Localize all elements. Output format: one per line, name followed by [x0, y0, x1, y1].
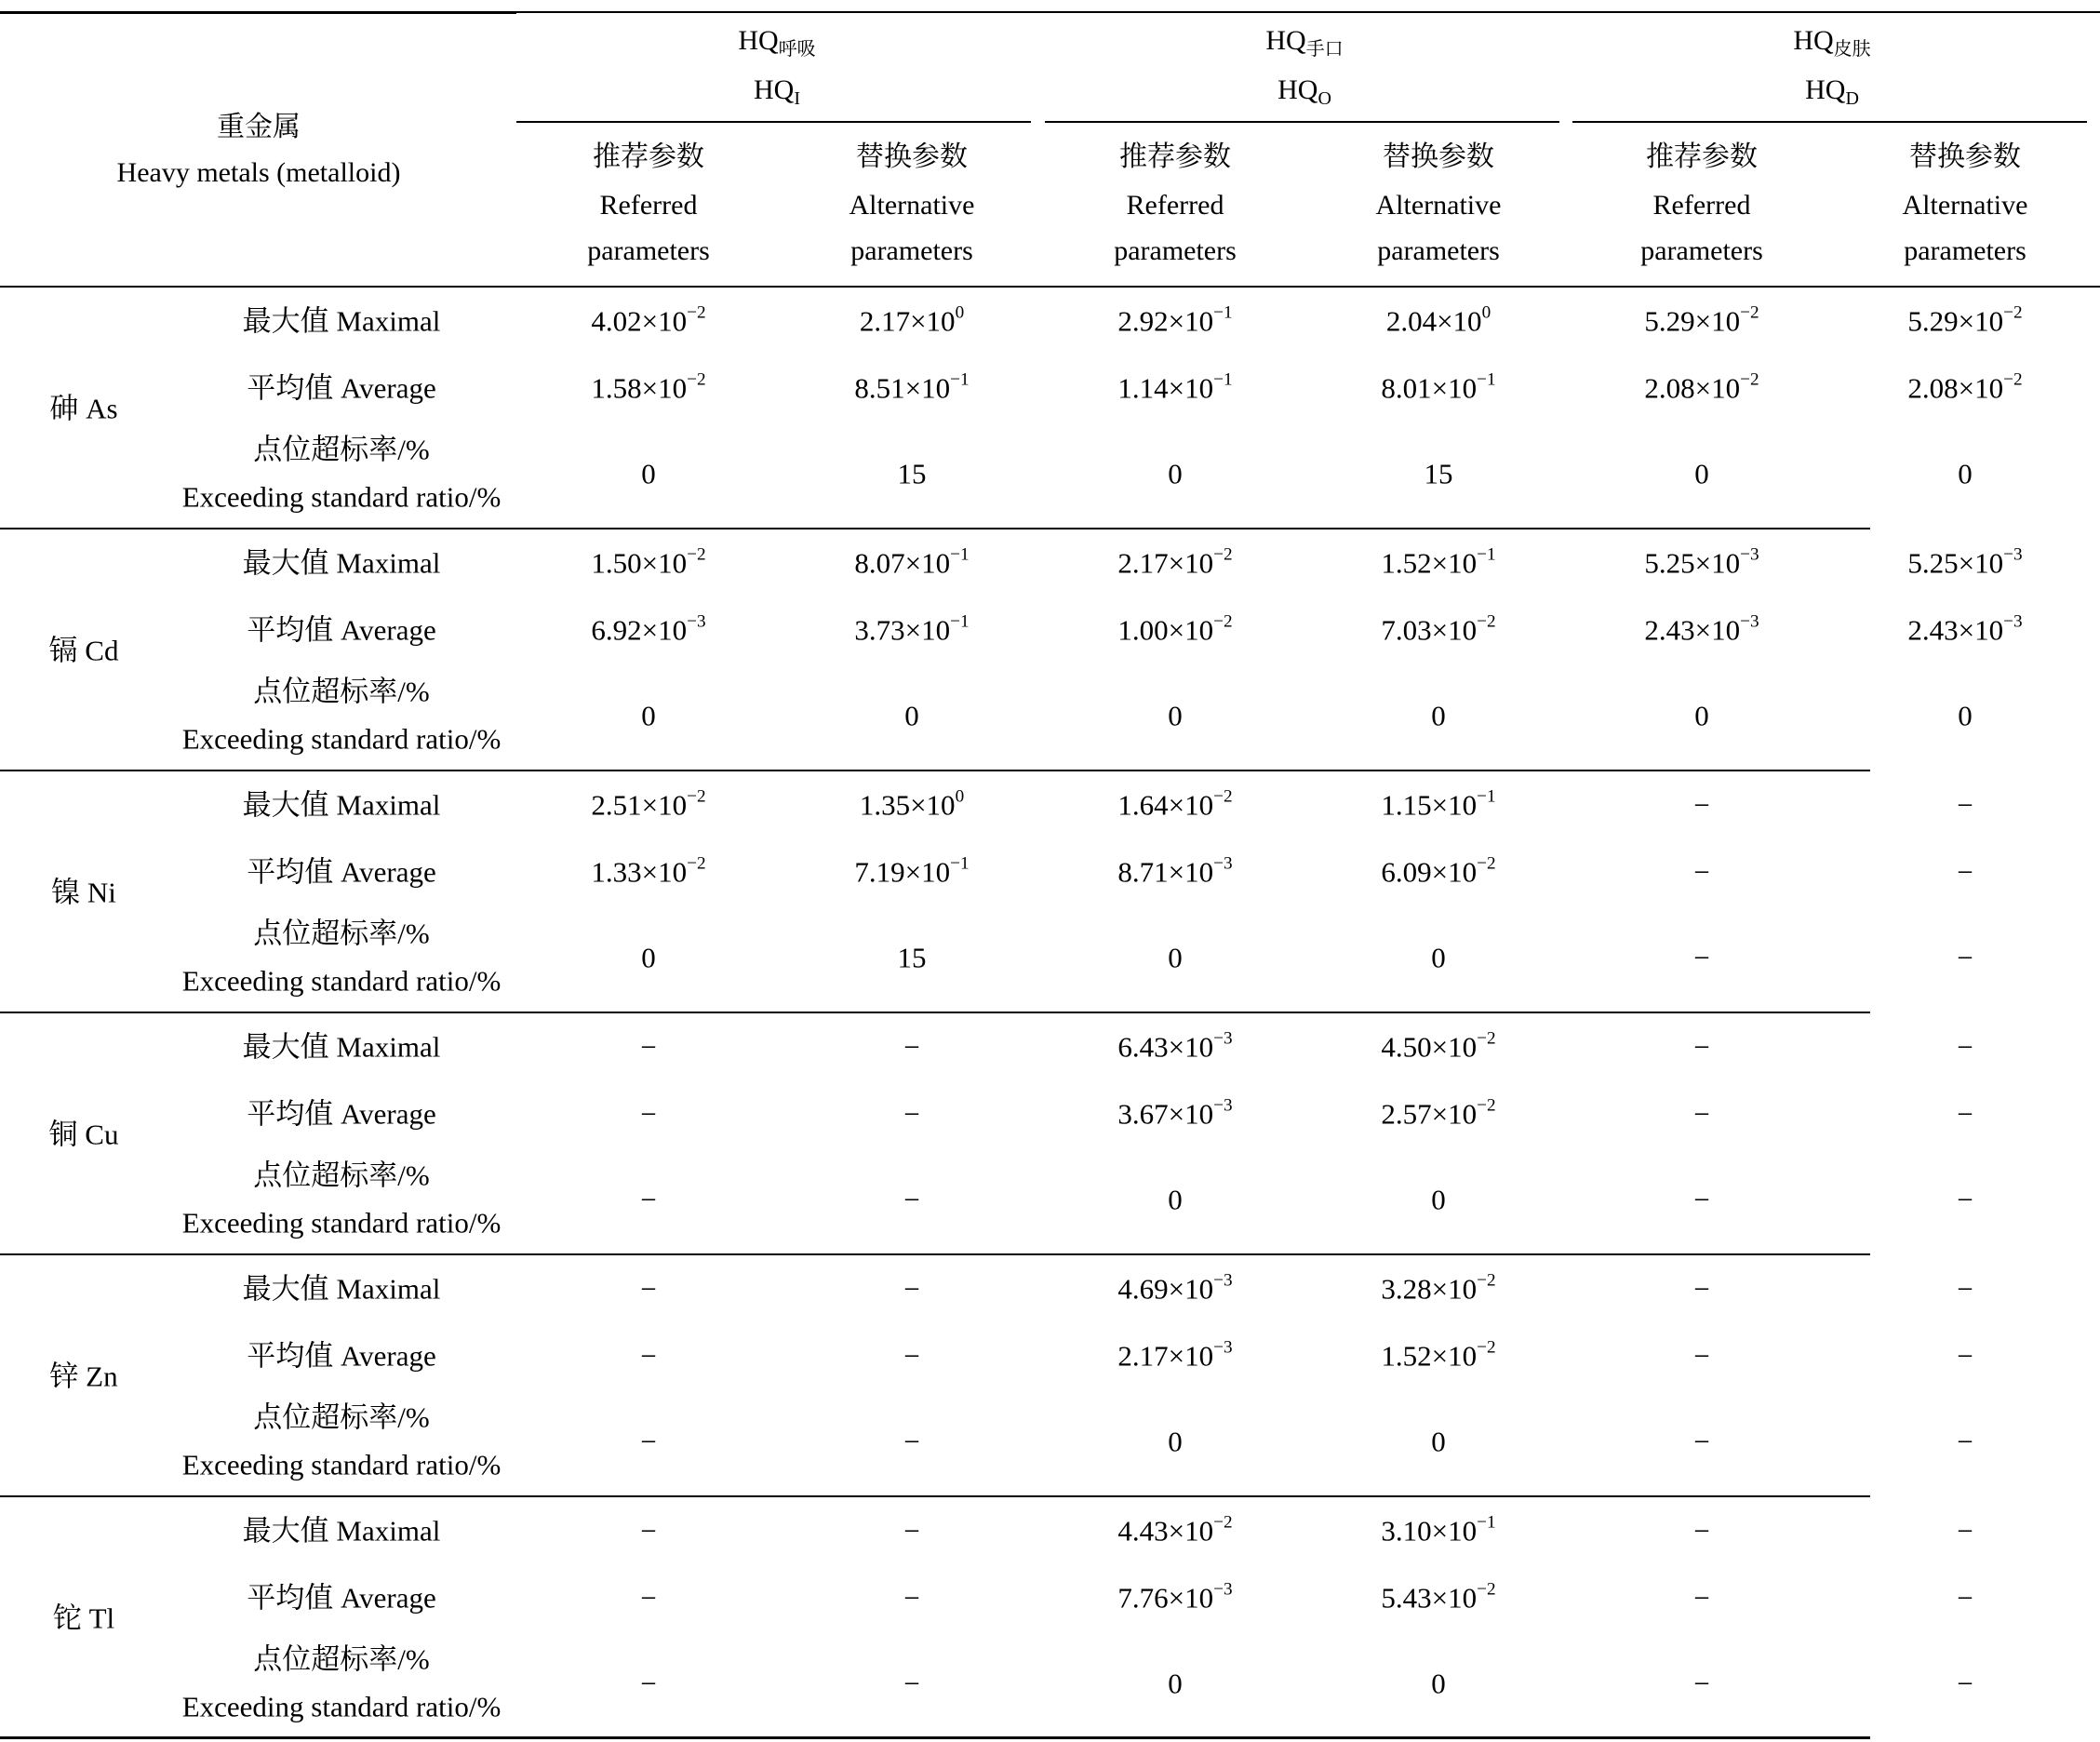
mantissa: 1.14×10: [1117, 371, 1214, 405]
row-label-exceed-en: Exceeding standard ratio/%: [181, 480, 502, 514]
metal-name: 铊 Tl: [52, 1601, 115, 1635]
group-header-3-title: [1692, 25, 1972, 60]
exponent: −2: [1740, 369, 1759, 390]
exponent: −2: [687, 853, 706, 874]
cell-exceed: 0: [1958, 457, 1973, 490]
cell-avg: [1054, 853, 1296, 889]
cell-avg: [1318, 853, 1559, 889]
row-label-exceed-en: Exceeding standard ratio/%: [181, 722, 502, 756]
row-label-avg: 平均值 Average: [247, 855, 436, 889]
cell-avg: −: [1957, 855, 1973, 889]
mantissa: 1.15×10: [1381, 788, 1478, 822]
mantissa: 1.52×10: [1381, 546, 1478, 580]
cell-avg: [791, 611, 1033, 647]
row-label-avg: 平均值 Average: [247, 613, 436, 647]
cell-exceed: 15: [897, 457, 927, 490]
mantissa: 1.52×10: [1381, 1339, 1478, 1373]
cell-exceed: −: [1693, 1667, 1710, 1700]
cell-max: −: [1957, 1514, 1973, 1548]
cell-avg: [1318, 1579, 1559, 1615]
cell-max: [528, 302, 769, 338]
row-label-max: 最大值 Maximal: [242, 546, 441, 580]
cell-max: [1581, 544, 1823, 580]
mantissa: 8.01×10: [1381, 371, 1478, 405]
cell-exceed: 0: [1694, 699, 1709, 732]
row-label-exceed-cn: 点位超标率/%: [253, 1642, 430, 1676]
cell-max: −: [1957, 1030, 1973, 1064]
row-label-exceed-en: Exceeding standard ratio/%: [181, 1206, 502, 1240]
mantissa: 2.57×10: [1381, 1097, 1478, 1131]
cell-avg: −: [1693, 1097, 1710, 1131]
subheader-referred-en-line2: parameters: [1114, 235, 1237, 266]
cell-exceed: −: [903, 1183, 920, 1216]
hq-symbol-text: HQ: [1277, 74, 1318, 105]
exponent: −2: [687, 302, 706, 323]
exponent: −3: [1213, 853, 1233, 874]
subheader-alternative-en-line2: parameters: [850, 235, 973, 266]
mantissa: 6.43×10: [1117, 1030, 1214, 1064]
cell-exceed: −: [1693, 1183, 1710, 1216]
cell-avg: [1054, 611, 1296, 647]
cell-exceed: −: [903, 1425, 920, 1458]
exponent: −2: [1477, 1579, 1496, 1600]
mantissa: 8.07×10: [854, 546, 951, 580]
exponent: −2: [1213, 611, 1233, 632]
exponent: −2: [1477, 1337, 1496, 1358]
cell-exceed: −: [1957, 1183, 1973, 1216]
metal-name: 铜 Cu: [48, 1118, 119, 1151]
mantissa: 8.51×10: [854, 371, 951, 405]
hq-subscript: 皮肤: [1833, 39, 1871, 60]
hq-symbol-subscript: O: [1318, 88, 1331, 109]
row-label-max: 最大值 Maximal: [242, 1272, 441, 1306]
mantissa: 2.17×10: [1117, 546, 1214, 580]
mantissa: 2.43×10: [1907, 613, 2004, 647]
mantissa: 3.10×10: [1381, 1514, 1478, 1548]
group-underline-1: [516, 121, 1031, 123]
cell-avg: [528, 369, 769, 405]
cell-max: [1318, 1270, 1559, 1306]
mantissa: 2.17×10: [859, 304, 956, 338]
mantissa: 7.03×10: [1381, 613, 1478, 647]
row-label-exceed-en: Exceeding standard ratio/%: [181, 964, 502, 998]
metal-name: 镍 Ni: [51, 876, 116, 909]
cell-max: [1054, 302, 1296, 338]
cell-avg: −: [1693, 1339, 1710, 1373]
row-label-exceed-cn: 点位超标率/%: [253, 433, 430, 466]
exponent: 0: [1481, 302, 1491, 323]
cell-exceed: 15: [897, 941, 927, 974]
group-header-1-title: [637, 25, 916, 60]
cell-exceed: 0: [1431, 699, 1446, 732]
cell-avg: −: [640, 1581, 657, 1615]
cell-avg: [1581, 369, 1823, 405]
cell-exceed: 15: [1424, 457, 1453, 490]
header-bottom-rule: [0, 286, 2100, 288]
cell-max: −: [1693, 1030, 1710, 1064]
cell-avg: [791, 853, 1033, 889]
exponent: −2: [1477, 1270, 1496, 1291]
hq-text: HQ: [1793, 25, 1834, 56]
mantissa: 3.73×10: [854, 613, 951, 647]
cell-exceed: 0: [904, 699, 919, 732]
cell-max: −: [1693, 788, 1710, 822]
cell-max: [1054, 1028, 1296, 1064]
exponent: −2: [687, 544, 706, 565]
exponent: −2: [687, 369, 706, 390]
exponent: −2: [1477, 1095, 1496, 1116]
mantissa: 1.00×10: [1117, 613, 1214, 647]
row-label-avg: 平均值 Average: [247, 371, 436, 405]
exponent: −2: [1477, 1028, 1496, 1049]
mantissa: 4.43×10: [1117, 1514, 1214, 1548]
cell-avg: −: [640, 1097, 657, 1131]
cell-avg: −: [1693, 855, 1710, 889]
cell-max: [1318, 302, 1559, 338]
subheader-referred-en-line1: Referred: [1652, 190, 1751, 221]
row-label-max: 最大值 Maximal: [242, 304, 441, 338]
exponent: −3: [2003, 611, 2023, 632]
subheader-alternative-cn: 替换参数: [856, 141, 968, 172]
hq-text: HQ: [738, 25, 779, 56]
cell-max: −: [640, 1272, 657, 1306]
subheader-referred-cn: 推荐参数: [1119, 141, 1231, 172]
mantissa: 2.17×10: [1117, 1339, 1214, 1373]
mantissa: 7.76×10: [1117, 1581, 1214, 1615]
cell-max: [1318, 544, 1559, 580]
mantissa: 5.25×10: [1907, 546, 2004, 580]
metal-name: 锌 Zn: [49, 1360, 118, 1393]
block-separator: [0, 1253, 1870, 1255]
cell-avg: [1054, 369, 1296, 405]
exponent: −1: [950, 853, 970, 874]
mantissa: 7.19×10: [854, 855, 951, 889]
corner-label-en: Heavy metals (metalloid): [116, 157, 401, 188]
mantissa: 2.51×10: [591, 788, 688, 822]
subheader-referred-en-line2: parameters: [1640, 235, 1763, 266]
cell-avg: −: [1957, 1097, 1973, 1131]
row-label-avg: 平均值 Average: [247, 1339, 436, 1373]
exponent: −1: [1213, 369, 1233, 390]
mantissa: 4.69×10: [1117, 1272, 1214, 1306]
cell-exceed: −: [1957, 1425, 1973, 1458]
subheader-alternative-cn: 替换参数: [1383, 141, 1494, 172]
mantissa: 5.43×10: [1381, 1581, 1478, 1615]
cell-max: [1054, 1512, 1296, 1548]
cell-max: [1054, 1270, 1296, 1306]
hq-symbol-subscript: D: [1845, 88, 1859, 109]
cell-avg: −: [1957, 1581, 1973, 1615]
cell-max: [528, 544, 769, 580]
exponent: −1: [1477, 369, 1496, 390]
exponent: −3: [1213, 1028, 1233, 1049]
cell-max: −: [903, 1514, 920, 1548]
row-label-max: 最大值 Maximal: [242, 1030, 441, 1064]
mantissa: 3.28×10: [1381, 1272, 1478, 1306]
mantissa: 1.50×10: [591, 546, 688, 580]
mantissa: 1.64×10: [1117, 788, 1214, 822]
exponent: −2: [1740, 302, 1759, 323]
group-underline-3: [1572, 121, 2087, 123]
block-separator: [0, 770, 1870, 771]
cell-avg: [1054, 1095, 1296, 1131]
cell-exceed: 0: [1958, 699, 1973, 732]
hq-subscript: 呼吸: [778, 39, 816, 60]
subheader-alternative-cn: 替换参数: [1909, 141, 2021, 172]
cell-exceed: −: [1693, 1425, 1710, 1458]
subheader-alternative-en-line1: Alternative: [1902, 190, 2028, 221]
cell-max: [1054, 544, 1296, 580]
exponent: −1: [1477, 1512, 1496, 1533]
subheader-referred-en-line2: parameters: [587, 235, 710, 266]
cell-max: [528, 786, 769, 822]
hq-subscript: 手口: [1305, 39, 1344, 60]
cell-avg: −: [903, 1097, 920, 1131]
cell-exceed: −: [640, 1425, 657, 1458]
cell-max: [1844, 544, 2086, 580]
cell-exceed: 0: [1431, 1667, 1446, 1700]
exponent: −1: [950, 611, 970, 632]
cell-exceed: 0: [1168, 941, 1183, 974]
cell-avg: [1318, 369, 1559, 405]
exponent: −1: [1477, 786, 1496, 807]
cell-max: [791, 786, 1033, 822]
cell-max: [1844, 302, 2086, 338]
subheader-referred-cn: 推荐参数: [593, 141, 704, 172]
cell-max: −: [640, 1030, 657, 1064]
cell-avg: [1318, 1095, 1559, 1131]
exponent: −2: [2003, 302, 2023, 323]
cell-max: [1054, 786, 1296, 822]
mantissa: 5.29×10: [1907, 304, 2004, 338]
cell-max: −: [1957, 788, 1973, 822]
corner-label-cn: 重金属: [217, 112, 301, 142]
cell-exceed: 0: [1168, 457, 1183, 490]
mantissa: 8.71×10: [1117, 855, 1214, 889]
cell-avg: [1318, 611, 1559, 647]
mantissa: 1.33×10: [591, 855, 688, 889]
exponent: −1: [950, 369, 970, 390]
exponent: −3: [1213, 1095, 1233, 1116]
exponent: −3: [2003, 544, 2023, 565]
exponent: −3: [1740, 544, 1759, 565]
cell-max: −: [903, 1272, 920, 1306]
mantissa: 1.58×10: [591, 371, 688, 405]
exponent: −2: [1213, 544, 1233, 565]
group-header-3-symbol: [1692, 74, 1972, 109]
subheader-referred-en-line1: Referred: [1126, 190, 1224, 221]
cell-avg: [1318, 1337, 1559, 1373]
cell-avg: [791, 369, 1033, 405]
exponent: −3: [1213, 1270, 1233, 1291]
cell-avg: [1581, 611, 1823, 647]
block-separator: [0, 1012, 1870, 1013]
cell-exceed: −: [640, 1183, 657, 1216]
row-label-exceed-cn: 点位超标率/%: [253, 1159, 430, 1192]
cell-avg: −: [1957, 1339, 1973, 1373]
exponent: −2: [1477, 853, 1496, 874]
cell-avg: [528, 853, 769, 889]
exponent: −2: [2003, 369, 2023, 390]
exponent: −1: [950, 544, 970, 565]
cell-max: −: [1693, 1272, 1710, 1306]
cell-exceed: 0: [1168, 1667, 1183, 1700]
mantissa: 2.08×10: [1907, 371, 2004, 405]
cell-exceed: 0: [1431, 941, 1446, 974]
cell-max: [1318, 786, 1559, 822]
group-header-2-symbol: [1165, 74, 1444, 109]
subheader-alternative-en-line2: parameters: [1377, 235, 1500, 266]
subheader-referred-cn: 推荐参数: [1646, 141, 1758, 172]
top-rule-left: [0, 11, 516, 14]
cell-exceed: 0: [641, 457, 656, 490]
exponent: −2: [1213, 1512, 1233, 1533]
cell-avg: [1844, 369, 2086, 405]
top-rule-right: [516, 11, 2100, 13]
group-header-1-symbol: [637, 74, 916, 109]
mantissa: 2.92×10: [1117, 304, 1214, 338]
metal-name: 镉 Cd: [48, 634, 119, 667]
row-label-exceed-en: Exceeding standard ratio/%: [181, 1690, 502, 1723]
exponent: −1: [1213, 302, 1233, 323]
cell-avg: −: [640, 1339, 657, 1373]
row-label-max: 最大值 Maximal: [242, 1514, 441, 1548]
exponent: −2: [1213, 786, 1233, 807]
cell-max: −: [1957, 1272, 1973, 1306]
cell-exceed: −: [1957, 1667, 1973, 1700]
subheader-referred-en-line1: Referred: [599, 190, 698, 221]
cell-max: [1318, 1028, 1559, 1064]
exponent: −3: [1740, 611, 1759, 632]
hq-text: HQ: [1265, 25, 1306, 56]
group-header-2-title: [1165, 25, 1444, 60]
mantissa: 4.02×10: [591, 304, 688, 338]
row-label-avg: 平均值 Average: [247, 1581, 436, 1615]
row-label-avg: 平均值 Average: [247, 1097, 436, 1131]
cell-avg: [528, 611, 769, 647]
row-label-max: 最大值 Maximal: [242, 788, 441, 822]
cell-exceed: 0: [1431, 1183, 1446, 1216]
cell-exceed: 0: [1431, 1425, 1446, 1458]
exponent: −1: [1477, 544, 1496, 565]
metal-name: 砷 As: [49, 392, 118, 425]
cell-exceed: 0: [1168, 1425, 1183, 1458]
cell-max: [1581, 302, 1823, 338]
cell-exceed: 0: [1168, 1183, 1183, 1216]
cell-max: [1318, 1512, 1559, 1548]
cell-exceed: −: [640, 1667, 657, 1700]
row-label-exceed-cn: 点位超标率/%: [253, 1400, 430, 1434]
cell-max: −: [640, 1514, 657, 1548]
exponent: −3: [1213, 1579, 1233, 1600]
mantissa: 2.04×10: [1385, 304, 1482, 338]
cell-exceed: 0: [1694, 457, 1709, 490]
exponent: −3: [1213, 1337, 1233, 1358]
block-separator: [0, 1495, 1870, 1497]
mantissa: 2.43×10: [1644, 613, 1741, 647]
cell-exceed: −: [1957, 941, 1973, 974]
cell-exceed: 0: [641, 941, 656, 974]
mantissa: 5.29×10: [1644, 304, 1741, 338]
cell-exceed: −: [1693, 941, 1710, 974]
mantissa: 2.08×10: [1644, 371, 1741, 405]
subheader-alternative-en-line1: Alternative: [1375, 190, 1502, 221]
exponent: 0: [955, 786, 965, 807]
hq-symbol-text: HQ: [1805, 74, 1846, 105]
cell-exceed: 0: [641, 699, 656, 732]
exponent: −2: [687, 786, 706, 807]
hq-symbol-subscript: I: [794, 88, 800, 109]
subheader-alternative-en-line2: parameters: [1904, 235, 2026, 266]
mantissa: 4.50×10: [1381, 1030, 1478, 1064]
cell-max: −: [903, 1030, 920, 1064]
cell-avg: −: [903, 1339, 920, 1373]
exponent: 0: [955, 302, 965, 323]
subheader-alternative-en-line1: Alternative: [849, 190, 975, 221]
hq-symbol-text: HQ: [753, 74, 795, 105]
row-label-exceed-cn: 点位超标率/%: [253, 917, 430, 950]
cell-max: [791, 302, 1033, 338]
block-separator: [0, 528, 1870, 529]
cell-avg: −: [903, 1581, 920, 1615]
bottom-rule: [0, 1736, 1870, 1739]
mantissa: 1.35×10: [859, 788, 956, 822]
exponent: −3: [687, 611, 706, 632]
mantissa: 6.92×10: [591, 613, 688, 647]
exponent: −2: [1477, 611, 1496, 632]
cell-exceed: 0: [1168, 699, 1183, 732]
cell-max: −: [1693, 1514, 1710, 1548]
cell-max: [791, 544, 1033, 580]
mantissa: 6.09×10: [1381, 855, 1478, 889]
cell-avg: −: [1693, 1581, 1710, 1615]
row-label-exceed-en: Exceeding standard ratio/%: [181, 1448, 502, 1481]
cell-avg: [1844, 611, 2086, 647]
cell-avg: [1054, 1579, 1296, 1615]
mantissa: 5.25×10: [1644, 546, 1741, 580]
mantissa: 3.67×10: [1117, 1097, 1214, 1131]
cell-avg: [1054, 1337, 1296, 1373]
group-underline-2: [1045, 121, 1559, 123]
row-label-exceed-cn: 点位超标率/%: [253, 675, 430, 708]
cell-exceed: −: [903, 1667, 920, 1700]
